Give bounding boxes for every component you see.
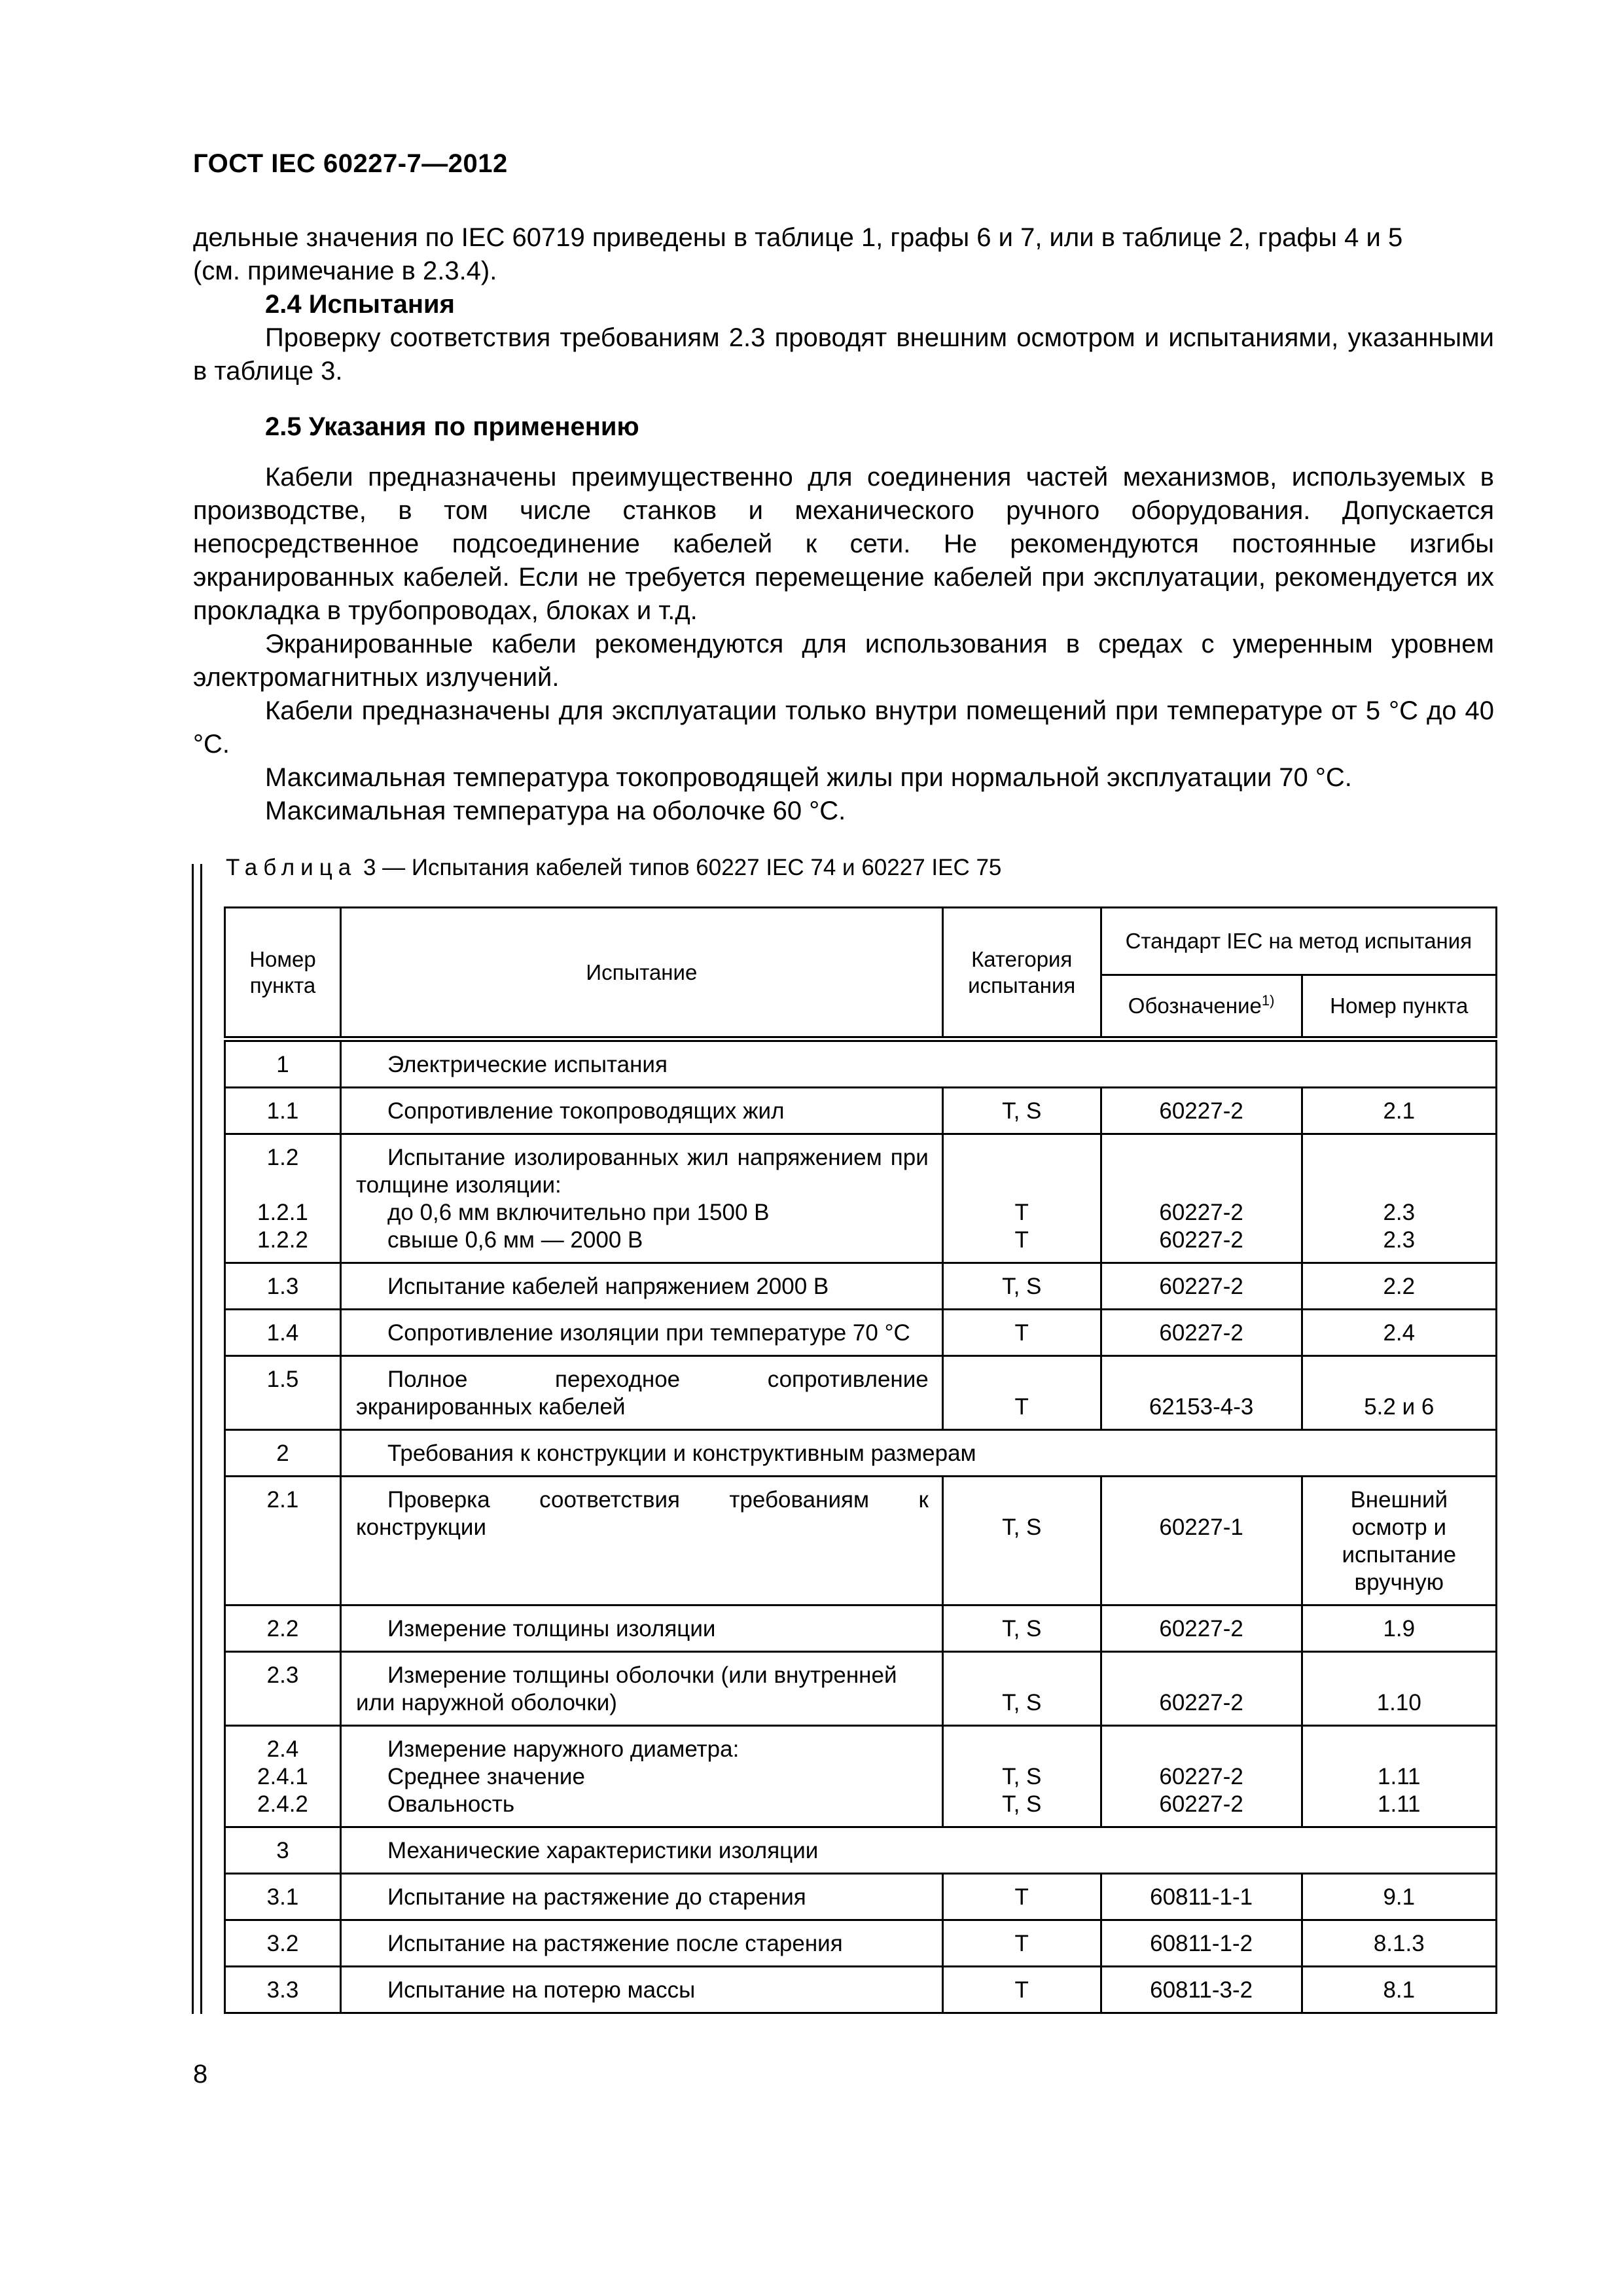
cell-num: 3.2: [266, 1931, 299, 1956]
header-category: Категория испытания: [942, 908, 1101, 1039]
cell-test: Сопротивление изоляции при температуре 70 °С: [387, 1320, 910, 1346]
cell-standard: 60227-2: [1159, 1791, 1243, 1817]
cell-category: T: [1014, 1394, 1029, 1420]
cell-category: T, S: [1002, 1515, 1042, 1540]
cell-category: T, S: [1002, 1791, 1042, 1817]
paragraph-1: Кабели предназначены преимущественно для соединения частей механизмов, используемых в производстве, в том числе станков и механического ручного оборудования. Допускается непосредственное подсоединение кабелей к сети. Не рекомендуются постоянные изгибы экранированных кабелей. Если не требуется перемещение кабелей при эксплуатации, рекомендуется их прокладка в трубопроводах, блоках и т.д.: [193, 463, 1494, 625]
table-row: [225, 1874, 1497, 1920]
cell-category: T: [1014, 1977, 1029, 2003]
cell-category: T: [1014, 1200, 1029, 1225]
cell-standard: 60227-2: [1159, 1274, 1243, 1299]
cell-category: T, S: [1002, 1690, 1042, 1715]
paragraph-5: Максимальная температура на оболочке 60 °С.: [265, 797, 846, 825]
cell-num: 2.4.2: [257, 1791, 308, 1817]
header-standard: Стандарт IEC на метод испытания: [1101, 908, 1496, 975]
footnote-ref: 1): [1261, 992, 1275, 1009]
cell-standard: 60227-2: [1159, 1227, 1243, 1253]
cell-num: 2.2: [266, 1616, 299, 1641]
cell-num: 1: [276, 1052, 289, 1077]
body-text: [193, 221, 1494, 828]
cell-item: 1.11: [1378, 1791, 1421, 1817]
cell-item: 8.1: [1383, 1977, 1416, 2003]
cell-item: 1.10: [1376, 1690, 1421, 1715]
cell-item: Внешний осмотр и испытание вручную: [1342, 1487, 1457, 1595]
cell-item: 2.2: [1383, 1274, 1416, 1299]
cell-test: Требования к конструкции и конструктивным размерам: [387, 1441, 976, 1466]
cell-num: 1.2.1: [257, 1200, 308, 1225]
cell-num: 3.1: [266, 1884, 299, 1910]
change-bar: [192, 864, 202, 2014]
cell-num: 1.3: [266, 1274, 299, 1299]
cell-num: 2.1: [266, 1487, 299, 1513]
table-row: [225, 1477, 1497, 1605]
section-2-5-title: 2.5 Указания по применению: [265, 412, 639, 441]
table-caption: [226, 855, 1001, 881]
paragraph-3: Кабели предназначены для эксплуатации только внутри помещений при температуре от 5 °С до 40 °С.: [193, 696, 1494, 759]
cell-test: Испытание на растяжение до старения: [387, 1884, 806, 1910]
cell-standard: 60227-2: [1159, 1764, 1243, 1789]
cell-category: T, S: [1002, 1274, 1042, 1299]
table-row: [225, 1310, 1497, 1356]
cell-category: T: [1014, 1320, 1029, 1346]
cell-item: 2.4: [1383, 1320, 1416, 1346]
cell-num: 1.4: [266, 1320, 299, 1346]
table-header-row: [225, 908, 1497, 975]
table-row: [225, 1967, 1497, 2013]
cell-standard: 60227-2: [1159, 1690, 1243, 1715]
table-row: [225, 1134, 1497, 1263]
cell-test: до 0,6 мм включительно при 1500 В: [387, 1200, 770, 1225]
paragraph-continuation-line2: (см. примечание в 2.3.4).: [193, 257, 497, 285]
cell-test: Сопротивление токопроводящих жил: [387, 1098, 785, 1124]
cell-num: 3.3: [266, 1977, 299, 2003]
section-2-4-title: 2.4 Испытания: [265, 290, 455, 319]
header-designation-text: Обозначение: [1128, 994, 1262, 1018]
cell-standard: 60227-2: [1159, 1098, 1243, 1124]
cell-num: 2.4: [266, 1736, 299, 1762]
cell-category: T, S: [1002, 1764, 1042, 1789]
table-caption-prefix: Таблица: [226, 855, 357, 880]
cell-num: 3: [276, 1838, 289, 1863]
cell-test: Проверка соответствия требованиям к конструкции: [355, 1487, 929, 1540]
cell-standard: 60227-2: [1159, 1616, 1243, 1641]
paragraph-continuation-line1: дельные значения по IEC 60719 приведены в таблице 1, графы 6 и 7, или в таблице 2, графы 4 и 5: [193, 223, 1403, 252]
table-row: [225, 1605, 1497, 1652]
cell-test: свыше 0,6 мм — 2000 В: [387, 1227, 643, 1253]
section-2-4-text: Проверку соответствия требованиям 2.3 проводят внешним осмотром и испытаниями, указанными в таблице 3.: [193, 323, 1494, 386]
cell-item: 9.1: [1383, 1884, 1416, 1910]
cell-num: 1.2.2: [257, 1227, 308, 1253]
cell-test: Измерение толщины изоляции: [387, 1616, 716, 1641]
cell-test: Овальность: [387, 1791, 515, 1817]
cell-item: 1.11: [1378, 1764, 1421, 1789]
table-row: [225, 1088, 1497, 1134]
cell-standard: 60227-1: [1159, 1515, 1243, 1540]
cell-test: Испытание изолированных жил напряжением при толщине изоляции:: [355, 1145, 929, 1198]
cell-standard: 60227-2: [1159, 1320, 1243, 1346]
document-header: ГОСТ IEC 60227-7—2012: [193, 149, 508, 178]
cell-item: 2.1: [1383, 1098, 1416, 1124]
cell-standard: 60811-3-2: [1150, 1977, 1253, 2003]
cell-num: 1.2: [266, 1145, 299, 1170]
cell-test: Измерение наружного диаметра:: [387, 1736, 740, 1762]
cell-num: 1.5: [266, 1367, 299, 1392]
cell-category: T, S: [1002, 1616, 1042, 1641]
cell-category: T, S: [1002, 1098, 1042, 1124]
cell-test: Среднее значение: [387, 1764, 585, 1789]
tests-table: [224, 906, 1497, 2014]
page-number: 8: [193, 2060, 208, 2089]
cell-item: 1.9: [1383, 1616, 1416, 1641]
table-row: [225, 1356, 1497, 1430]
header-test: Испытание: [340, 908, 942, 1039]
header-item: Номер пункта: [1302, 975, 1496, 1039]
cell-test: Механические характеристики изоляции: [387, 1838, 819, 1863]
table-row: [225, 1827, 1497, 1874]
cell-category: T: [1014, 1931, 1029, 1956]
cell-num: 2.3: [266, 1662, 299, 1688]
table-row: [225, 1652, 1497, 1726]
header-num: Номер пункта: [225, 908, 341, 1039]
paragraph-4: Максимальная температура токопроводящей жилы при нормальной эксплуатации 70 °С.: [265, 763, 1352, 792]
cell-num: 2.4.1: [257, 1764, 308, 1789]
header-designation: [1101, 975, 1302, 1039]
cell-test: Испытание на растяжение после старения: [387, 1931, 843, 1956]
table-row: [225, 1039, 1497, 1088]
cell-item: 2.3: [1383, 1200, 1416, 1225]
cell-test: Измерение толщины оболочки (или внутренней или наружной оболочки): [355, 1662, 897, 1715]
cell-test: Испытание кабелей напряжением 2000 В: [387, 1274, 829, 1299]
cell-item: 2.3: [1383, 1227, 1416, 1253]
cell-standard: 62153-4-3: [1149, 1394, 1254, 1420]
paragraph-continuation: [193, 221, 1494, 288]
cell-item: 8.1.3: [1373, 1931, 1425, 1956]
paragraph-2: Экранированные кабели рекомендуются для использования в средах с умеренным уровнем электромагнитных излучений.: [193, 630, 1494, 692]
table-row: [225, 1263, 1497, 1310]
cell-category: T: [1014, 1227, 1029, 1253]
cell-item: 5.2 и 6: [1364, 1394, 1435, 1420]
cell-standard: 60811-1-2: [1150, 1931, 1253, 1956]
cell-standard: 60227-2: [1159, 1200, 1243, 1225]
cell-test: Испытание на потерю массы: [387, 1977, 696, 2003]
cell-test: Полное переходное сопротивление экранированных кабелей: [355, 1367, 929, 1420]
cell-standard: 60811-1-1: [1150, 1884, 1253, 1910]
table-row: [225, 1920, 1497, 1967]
cell-category: T: [1014, 1884, 1029, 1910]
table-row: [225, 1430, 1497, 1477]
cell-num: 2: [276, 1441, 289, 1466]
table-caption-rest: 3 — Испытания кабелей типов 60227 IEC 74 и 60227 IEC 75: [357, 855, 1002, 880]
cell-num: 1.1: [266, 1098, 299, 1124]
table-row: [225, 1726, 1497, 1827]
cell-test: Электрические испытания: [387, 1052, 668, 1077]
